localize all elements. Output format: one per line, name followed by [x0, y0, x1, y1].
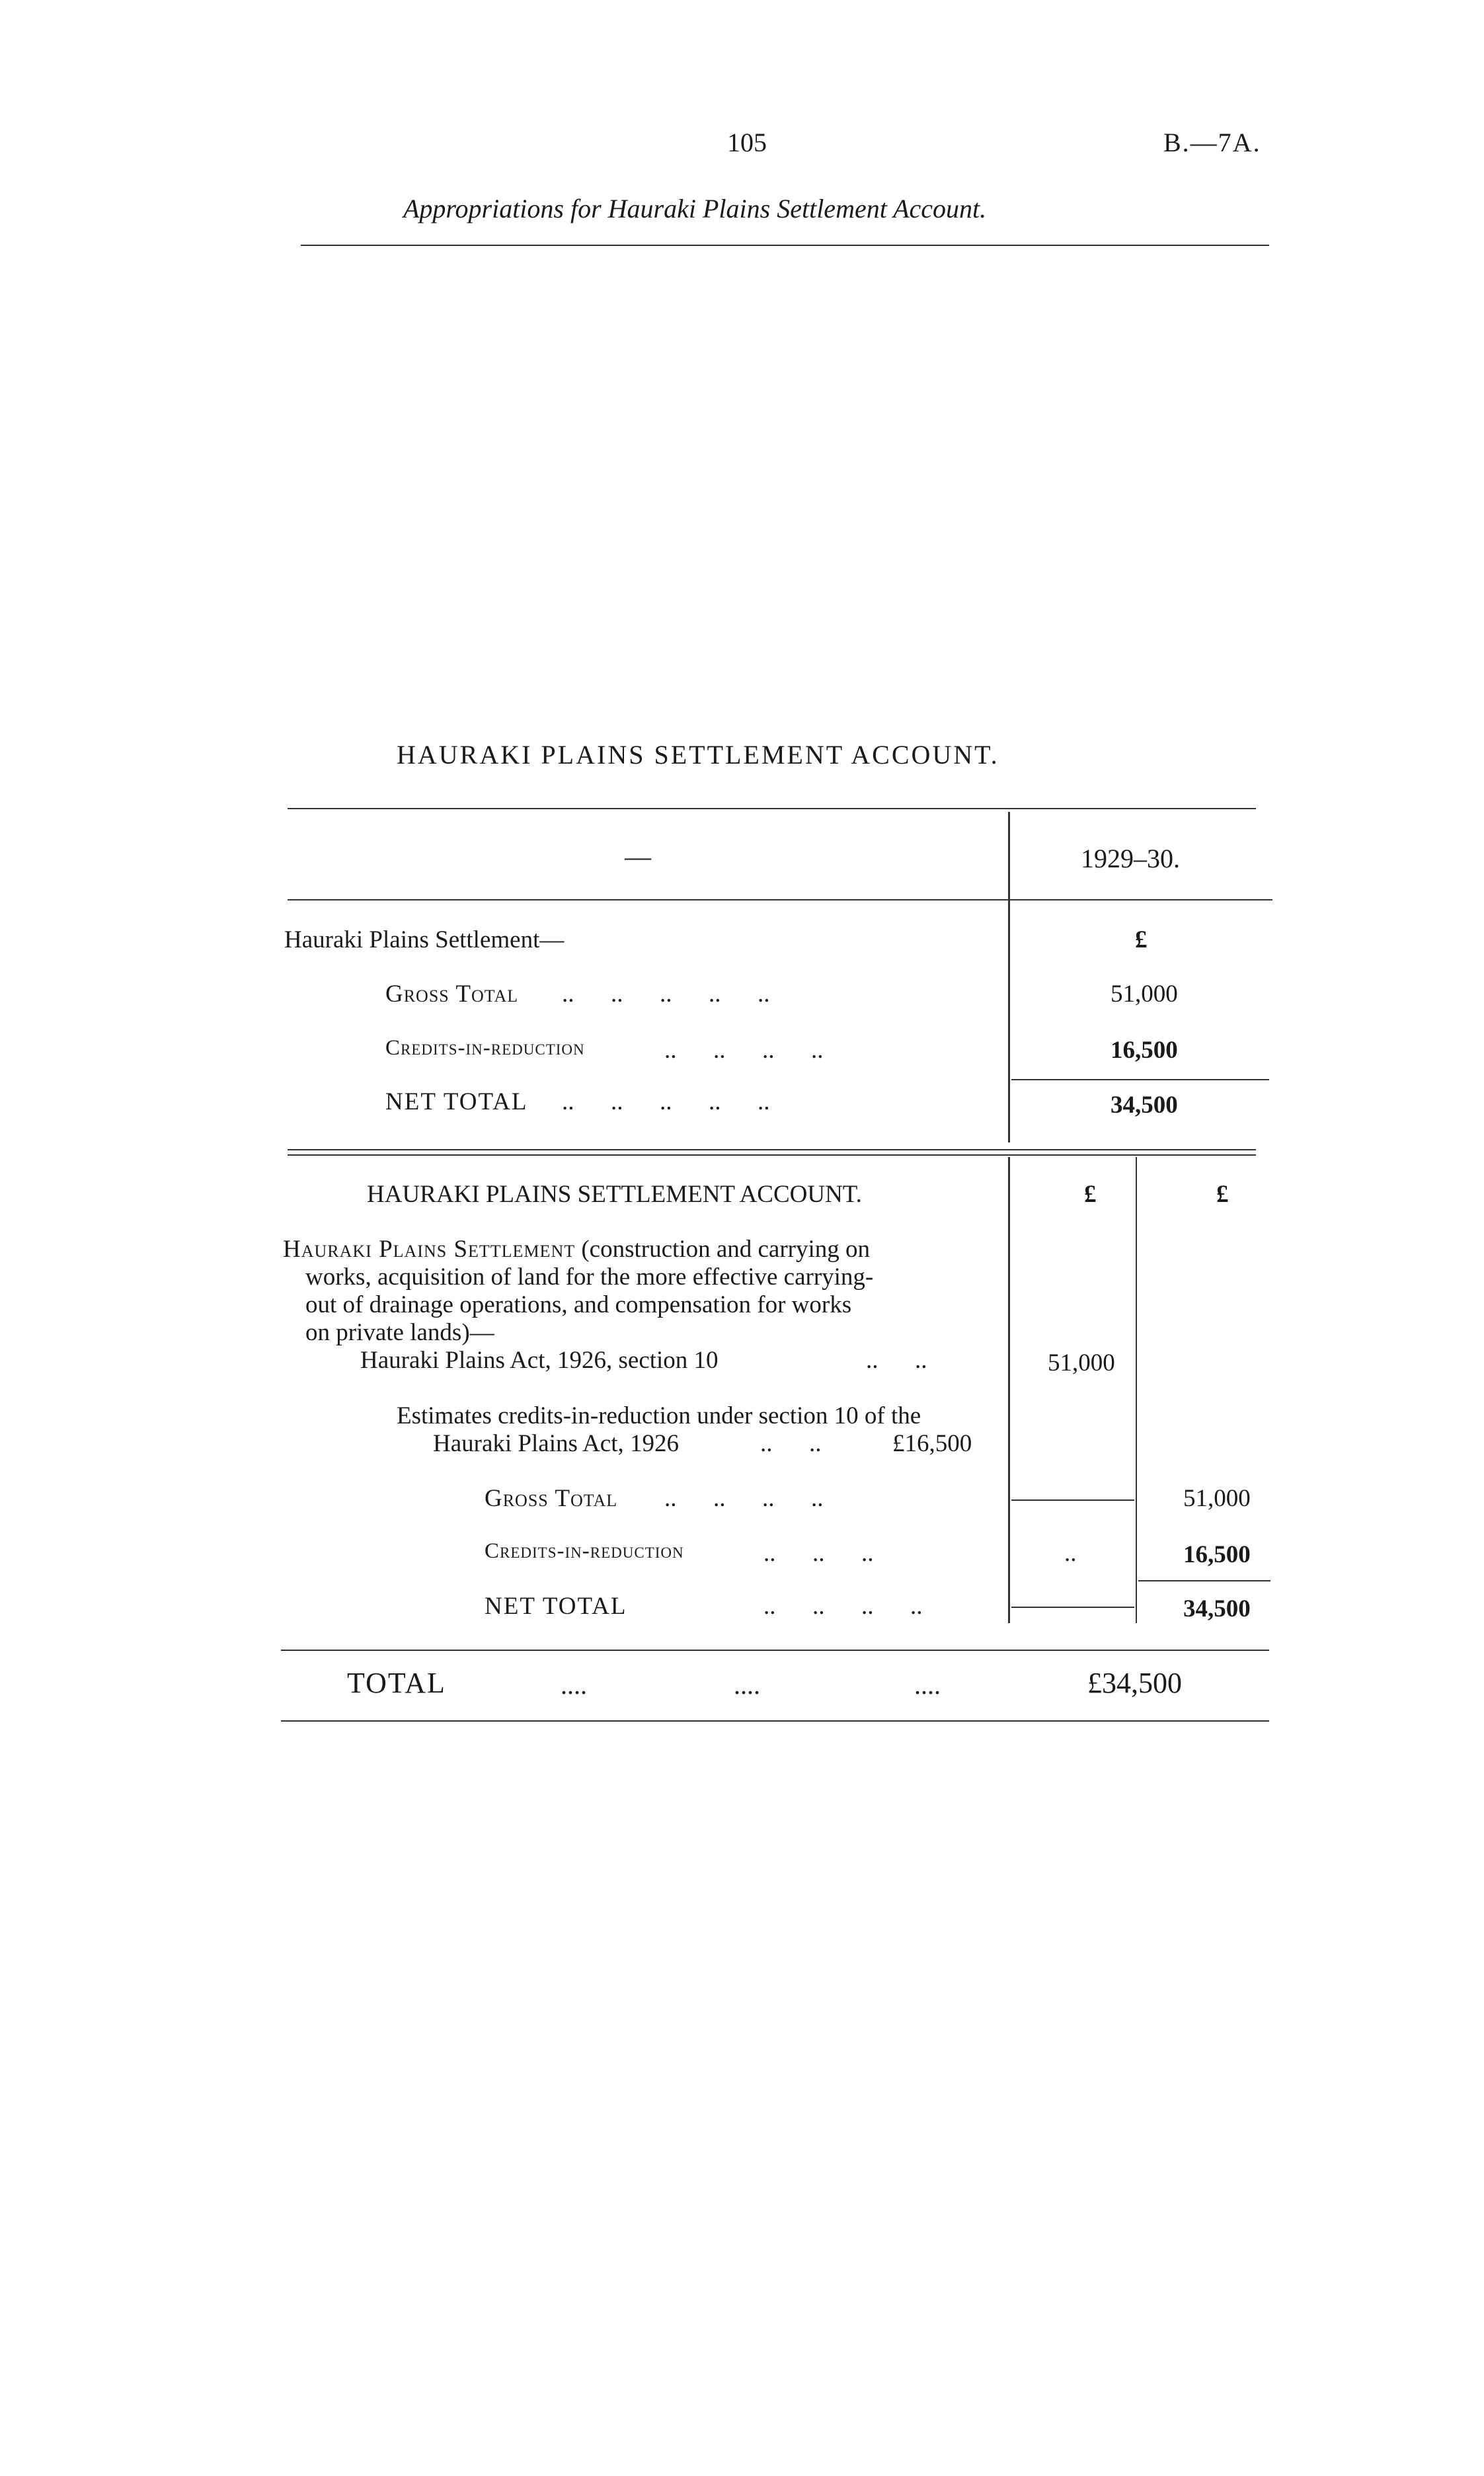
- summary-row-dots: .. .. .. .. ..: [562, 980, 770, 1008]
- summary-row-label: Credits-in-reduction: [385, 1036, 585, 1060]
- detail-item-line: on private lands)—: [305, 1319, 494, 1346]
- summary-currency: £: [1135, 926, 1148, 953]
- detail-credits-value: 16,500: [1183, 1541, 1251, 1568]
- detail-item-line: [283, 1235, 870, 1263]
- detail-item-name: Hauraki Plains Settlement: [283, 1236, 576, 1263]
- summary-column-divider: [1008, 812, 1010, 1142]
- detail-heading: HAURAKI PLAINS SETTLEMENT ACCOUNT.: [367, 1181, 862, 1208]
- detail-net-value: 34,500: [1183, 1595, 1251, 1622]
- detail-currency-right: £: [1216, 1181, 1229, 1208]
- detail-estimate-value: £16,500: [892, 1430, 972, 1457]
- header-rule: [301, 245, 1269, 246]
- detail-column-divider-right: [1136, 1157, 1137, 1623]
- summary-row-dots: .. .. .. .. ..: [562, 1088, 770, 1115]
- detail-credits-label: Credits-in-reduction: [485, 1539, 684, 1563]
- detail-gross-dots: .. .. .. ..: [664, 1485, 824, 1512]
- detail-estimate-line2: Hauraki Plains Act, 1926: [433, 1430, 680, 1457]
- summary-bottom-rule-2: [288, 1154, 1256, 1156]
- detail-item-line: works, acquisition of land for the more effective carrying-: [305, 1263, 874, 1291]
- detail-credits-dots: .. .. ..: [763, 1540, 874, 1567]
- summary-row-value: 51,000: [1111, 980, 1178, 1008]
- detail-net-dots: .. .. .. ..: [763, 1593, 923, 1620]
- total-bottom-rule: [281, 1720, 1269, 1722]
- page-number: 105: [727, 128, 767, 157]
- detail-act-value: 51,000: [1048, 1349, 1115, 1377]
- detail-act-dots: .. ..: [866, 1347, 927, 1374]
- total-dots-2: ....: [734, 1670, 760, 1700]
- summary-bottom-rule-1: [288, 1149, 1256, 1150]
- detail-gross-label: Gross Total: [485, 1485, 618, 1512]
- detail-gross-rule: [1011, 1499, 1134, 1501]
- detail-currency-left: £: [1084, 1181, 1097, 1208]
- summary-section-label: Hauraki Plains Settlement—: [284, 926, 565, 953]
- total-value: £34,500: [1087, 1667, 1182, 1699]
- summary-row-value: 34,500: [1111, 1092, 1178, 1119]
- detail-column-divider-left: [1008, 1157, 1010, 1623]
- summary-year-header: 1929–30.: [1081, 844, 1180, 873]
- detail-net-rule-left: [1011, 1607, 1134, 1608]
- detail-act-line: Hauraki Plains Act, 1926, section 10: [360, 1347, 719, 1374]
- summary-net-rule: [1011, 1079, 1269, 1080]
- summary-row-label: NET TOTAL: [385, 1088, 528, 1115]
- total-top-rule: [281, 1650, 1269, 1651]
- total-label: TOTAL: [347, 1667, 446, 1699]
- detail-gross-value: 51,000: [1183, 1485, 1251, 1512]
- summary-header-rule: [288, 899, 1272, 900]
- document-code: B.—7A.: [1163, 128, 1261, 157]
- detail-net-label: NET TOTAL: [485, 1593, 627, 1620]
- summary-top-rule: [288, 808, 1256, 809]
- summary-row-value: 16,500: [1111, 1037, 1178, 1064]
- page-subtitle: Appropriations for Hauraki Plains Settlement Account.: [403, 194, 987, 223]
- summary-row-dots: .. .. .. ..: [664, 1037, 824, 1064]
- total-dots-3: ....: [914, 1670, 941, 1700]
- summary-row-label: Gross Total: [385, 980, 519, 1008]
- detail-item-line: out of drainage operations, and compensation for works: [305, 1291, 852, 1318]
- detail-net-rule-right: [1138, 1580, 1270, 1581]
- detail-item-line-text: (construction and carrying on: [575, 1236, 871, 1263]
- summary-column-dash: —: [625, 842, 651, 871]
- detail-credits-mid: ..: [1064, 1540, 1077, 1567]
- detail-estimate-line1: Estimates credits-in-reduction under section 10 of the: [397, 1402, 921, 1429]
- summary-title: HAURAKI PLAINS SETTLEMENT ACCOUNT.: [397, 740, 999, 770]
- detail-estimate-dots: .. ..: [760, 1430, 822, 1457]
- total-dots-1: ....: [561, 1670, 587, 1700]
